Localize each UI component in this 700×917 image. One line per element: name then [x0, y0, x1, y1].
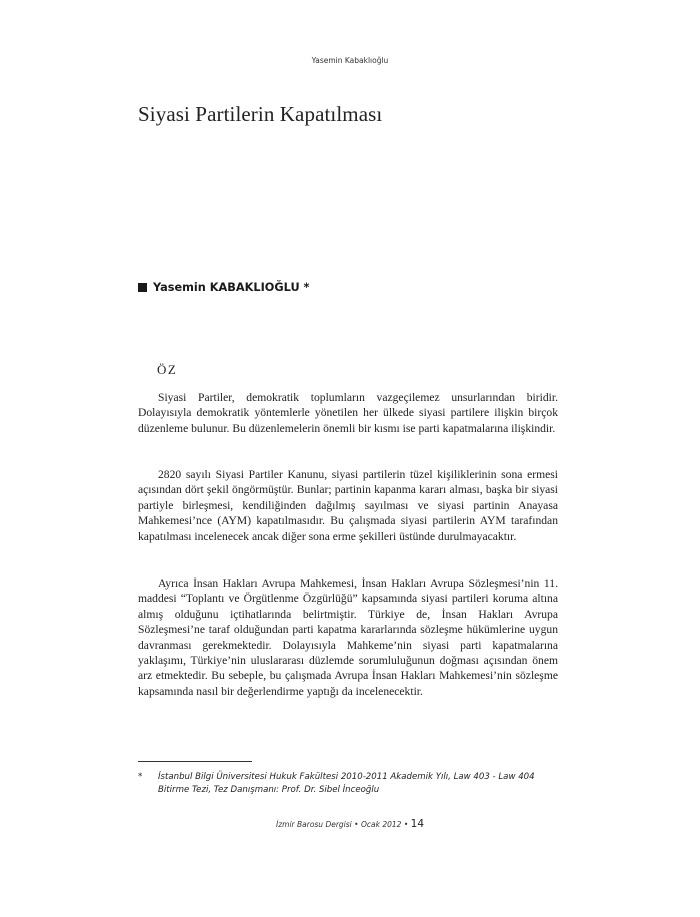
page-number: 14: [410, 818, 425, 830]
journal-name: İzmir Barosu Dergisi: [275, 820, 352, 829]
footnote: [138, 771, 558, 797]
page-footer: [0, 818, 700, 830]
abstract-paragraph-3: Ayrıca İnsan Hakları Avrupa Mahkemesi, İnsan Hakları Avrupa Sözleşmesi’nin 11. maddesi “Toplantı ve Örgütlenme Özgürlüğü” kapsamında siyasi partileri koruma altına almış olduğunu içtihatlarında belirtmiştir. Türkiye de, İnsan Hakları Avrupa Sözleşmesi’ne taraf olduğundan parti kapatma kararlarında sözleşme hükümlerine uygun davranması gerekmektedir. Dolayısıyla Mahkeme’nin siyasi parti kapatmalarına yaklaşımı, Türkiye’nin uluslararası düzlemde sorumluluğunun doğması açısından önem arz etmektedir. Bu sebeple, bu çalışmada Avrupa İnsan Hakları Mahkemesi’nin sözleşme kapsamında nasıl bir değerlendirme yaptığı da incelenecektir.: [138, 577, 558, 698]
abstract-heading: ÖZ: [157, 362, 178, 377]
author-name: Yasemin KABAKLIOĞLU *: [153, 281, 310, 294]
article-title: Siyasi Partilerin Kapatılması: [138, 102, 383, 126]
black-square-icon: [138, 283, 147, 292]
abstract-paragraph-1: Siyasi Partiler, demokratik toplumların vazgeçilemez unsurlarından biridir. Dolayısıyla demokratik yöntemlerle yönetilen her ülkede siyasi partilere ilişkin birçok düzenleme bulunur. Bu düzenlemelerin önemli bir kısmı ise parti kapatmalarına ilişkindir.: [138, 391, 558, 435]
footnote-text: İstanbul Bilgi Üniversitesi Hukuk Fakültesi 2010-2011 Akademik Yılı, Law 403 - Law 404 Bitirme Tezi, Tez Danışmanı: Prof. Dr. Sibel İnceoğlu: [158, 772, 535, 795]
footnote-divider: [138, 761, 252, 762]
abstract-paragraph-2: 2820 sayılı Siyasi Partiler Kanunu, siyasi partilerin tüzel kişiliklerinin sona ermesi açısından dört şekil öngörmüştür. Bunlar; partinin kapanma kararı alması, başka bir siyasi partiyle birleşmesi, kendiliğinden dağılmış sayılması ve siyasi partinin Anayasa Mahkemesi’nce (AYM) kapatılmasıdır. Bu çalışmada siyasi partilerin AYM tarafından kapatılması incelenecek ancak diğer sona erme şekilleri üstünde durulmayacaktır.: [138, 468, 558, 543]
running-head: Yasemin Kabaklıoğlu: [311, 56, 389, 65]
footer-separator-1: •: [354, 820, 359, 829]
issue-date: Ocak 2012: [360, 820, 402, 829]
author-line: [138, 281, 309, 294]
footer-separator-2: •: [403, 820, 409, 829]
footnote-mark: *: [138, 772, 143, 782]
